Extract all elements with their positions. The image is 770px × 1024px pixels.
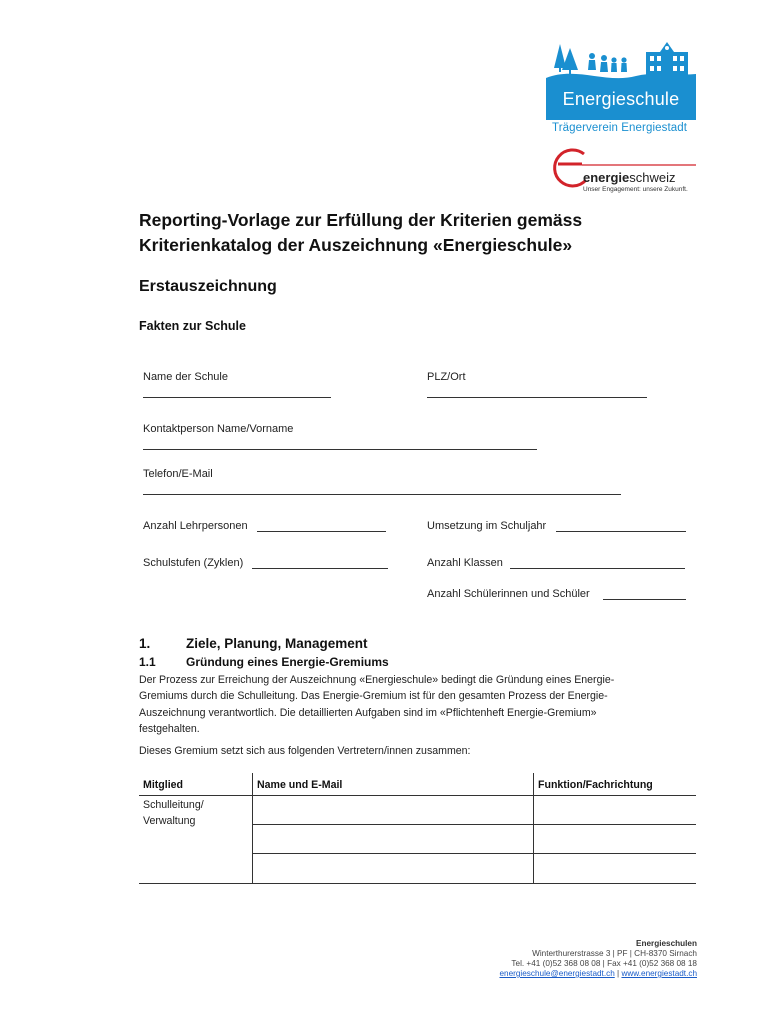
field-umsetzung[interactable]: [556, 531, 686, 532]
label-anzahl-klassen: Anzahl Klassen: [427, 557, 503, 569]
footer-phone: Tel. +41 (0)52 368 08 08 | Fax +41 (0)52 368 08 18: [511, 959, 697, 968]
label-name-schule: Name der Schule: [143, 371, 228, 383]
document-subtitle: Erstauszeichnung: [139, 278, 277, 295]
label-anzahl-schueler: Anzahl Schülerinnen und Schüler: [427, 588, 590, 600]
field-name-schule[interactable]: [143, 397, 331, 398]
energieschweiz-tagline: Unser Engagement: unsere Zukunft.: [583, 186, 688, 193]
field-anzahl-lehrpersonen[interactable]: [257, 531, 386, 532]
field-kontaktperson[interactable]: [143, 449, 537, 450]
table-cell-funktion-1[interactable]: [537, 798, 694, 822]
table-header-name-email: Name und E-Mail: [257, 779, 343, 791]
section-1-title: Ziele, Planung, Management: [186, 636, 368, 651]
label-telefon: Telefon/E-Mail: [143, 468, 213, 480]
document-title: Reporting-Vorlage zur Erfüllung der Kriterien gemäss Kriterienkatalog der Auszeichnung «Energieschule»: [139, 210, 583, 255]
label-plz-ort: PLZ/Ort: [427, 371, 466, 383]
field-anzahl-schueler[interactable]: [603, 599, 686, 600]
section-1-1-intro-table: Dieses Gremium setzt sich aus folgenden Vertretern/innen zusammen:: [139, 745, 471, 757]
footer-separator: |: [617, 969, 620, 978]
table-cell-funktion-2[interactable]: [537, 827, 694, 851]
table-header-funktion: Funktion/Fachrichtung: [538, 779, 653, 791]
field-anzahl-klassen[interactable]: [510, 568, 685, 569]
table-cell-name-3[interactable]: [256, 856, 530, 881]
footer-address: Winterthurerstrasse 3 | PF | CH-8370 Sirnach: [532, 949, 697, 958]
table-cell-funktion-3[interactable]: [537, 856, 694, 881]
table-header-mitglied: Mitglied: [143, 779, 184, 791]
section-1-1-number: 1.1: [139, 655, 156, 669]
section-1-1-paragraph: Der Prozess zur Erreichung der Auszeichnung «Energieschule» bedingt die Gründung eines Energie- Gremiums durch die Schulleitung. Das Energie-Gremium ist für den gesamten Prozess der Energie- Auszeichnung verantwortlich. Die detaillierten Aufgaben sind im «Pflichtenheft Energie-Gremium» festgehalten.: [139, 674, 615, 736]
footer-org: Energieschulen: [636, 939, 697, 948]
label-schulstufen: Schulstufen (Zyklen): [143, 557, 244, 569]
footer-email-link[interactable]: energieschule@energiestadt.ch: [499, 969, 615, 978]
field-schulstufen[interactable]: [252, 568, 388, 569]
section-facts-heading: Fakten zur Schule: [139, 319, 246, 333]
footer: [499, 939, 697, 979]
section-1-number: 1.: [139, 636, 151, 651]
label-umsetzung: Umsetzung im Schuljahr: [427, 520, 547, 532]
energieschule-subtitle: Trägerverein Energiestadt: [552, 122, 688, 134]
footer-web-link[interactable]: www.energiestadt.ch: [621, 969, 697, 978]
table-row-schulleitung-label: Schulleitung/ Verwaltung: [143, 799, 204, 827]
table-cell-name-2[interactable]: [256, 827, 530, 851]
label-anzahl-lehrpersonen: Anzahl Lehrpersonen: [143, 520, 248, 532]
energieschule-logo-text: Energieschule: [562, 89, 680, 109]
table-cell-name-1[interactable]: [256, 798, 530, 822]
field-plz-ort[interactable]: [427, 397, 647, 398]
field-telefon[interactable]: [143, 494, 621, 495]
label-kontaktperson: Kontaktperson Name/Vorname: [143, 423, 294, 435]
section-1-1-title: Gründung eines Energie-Gremiums: [186, 655, 389, 669]
energieschweiz-wordmark: energieschweiz: [583, 170, 676, 185]
